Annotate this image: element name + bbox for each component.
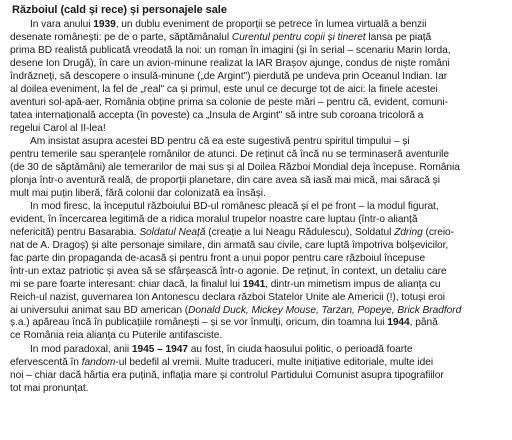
- text-run: (de 30 de săptămâni) ale temerarilor de mai sus și al Doilea Război Mondial deja începuse. România: [10, 161, 460, 173]
- text-run: În vara anului: [30, 19, 94, 30]
- text-run: ce România reia alianța cu Puterile antifasciste.: [10, 330, 223, 342]
- text-run: -ul bedefil al vremii. Multe traduceri, multe inițiative editoriale, multe idei: [115, 356, 434, 368]
- text-line: [10, 330, 506, 343]
- paragraph: [10, 19, 506, 135]
- text-line: [10, 136, 506, 149]
- text-run: evident, în încercarea legitimă de a ridica moralul trupelor noastre care luptau (într-o alianță: [10, 213, 418, 225]
- text-run: al doilea eveniment, la fel de „real" ca și primul, este unul ce decurge tot de aici: la finele acestei: [10, 83, 438, 95]
- text-line: [10, 97, 506, 110]
- text-run: Reich-ul nazist, guvernarea Ion Antonescu declara război Statelor Unite ale Americii (!), totuși eroi: [10, 291, 445, 303]
- bold-text: 1941: [242, 278, 266, 290]
- text-line: [10, 84, 506, 97]
- italic-text: Donald Duck, Mickey Mouse, Tarzan, Popeye, Brick Bradford: [188, 304, 462, 316]
- text-run: mult mai puțin liberă, fără colonii dar colonizată ea însăși.: [10, 187, 266, 199]
- text-run: desene Ion Drugă), în care un avion-minune realizat la IAR Brașov ajunge, condus de niște români: [10, 57, 450, 69]
- text-run: noi – chiar dacă hârtia era puțină, inflația mare și controlul Partidului Comunist asupra tipografiilor: [10, 369, 444, 381]
- bold-text: 1945 – 1947: [131, 344, 189, 355]
- text-run: nat de A. Dragoș) și alte personaje similare, din armată sau civile, care luptă împotriva bolșevicilor,: [10, 239, 449, 251]
- section-heading: Războiul (cald și rece) și personajele sale: [12, 4, 227, 16]
- text-line: [10, 45, 506, 58]
- text-run: tot mai pronunțat.: [10, 382, 89, 394]
- text-run: fac parte din propaganda de-acasă și pentru front a unui popor pentru care războiul începuse: [10, 252, 426, 264]
- text-line: [10, 227, 506, 240]
- text-run: efervescentă în: [10, 356, 82, 368]
- text-run: ș.a.) apăreau încă în publicațiile românești – și se vor înmulți, oricum, din toamna lui: [10, 317, 388, 329]
- text-line: [10, 19, 506, 32]
- text-line: [10, 71, 506, 84]
- text-run: prima BD realistă publicată vreodată la noi: un roman în imagini (și în serial – scenariu Marin Iorda,: [10, 44, 451, 56]
- text-run: lansa pe piață: [365, 31, 432, 43]
- paragraph: [10, 136, 506, 201]
- text-run: tatea internațională accepta (în poveste) ca „Insula de Argint" să intre sub coroana tricoloră a: [10, 109, 424, 121]
- text-line: [10, 201, 506, 214]
- text-line: [10, 240, 506, 253]
- text-line: [10, 357, 506, 370]
- italic-text: fandom: [81, 356, 116, 368]
- paragraph: [10, 344, 506, 396]
- text-line: [10, 266, 506, 279]
- bold-text: 1944: [387, 317, 410, 329]
- text-line: [10, 149, 506, 162]
- text-run: mi se pare foarte interesant: chiar dacă, la finalul lui: [10, 278, 243, 290]
- text-line: [10, 188, 506, 201]
- text-run: (creație a lui Neagu Rădulescu), Soldatul: [205, 226, 395, 238]
- text-line: [10, 110, 506, 123]
- text-run: aventuri sol-apă-aer, România obține prima sa colonie de peste mări – pentru că, evident, comuni-: [10, 96, 448, 108]
- text-line: [10, 58, 506, 71]
- text-line: [10, 32, 506, 45]
- text-run: pentru temerile sau speranțele românilor de atunci. De reținut că încă nu se terminaseră aventurile: [10, 148, 450, 160]
- text-run: ai universului animat sau BD american (: [10, 304, 189, 316]
- text-line: [10, 253, 506, 266]
- text-line: [10, 305, 506, 318]
- text-run: desenate românești: pe de o parte, săptămânalul: [10, 31, 232, 43]
- text-run: În mod firesc, la începutul războiului BD-ul românesc pleacă și el pe front – la modul figurat,: [30, 201, 439, 212]
- italic-text: Soldatul Neață: [139, 226, 206, 238]
- text-run: În mod paradoxal, anii: [30, 344, 132, 355]
- text-line: [10, 317, 506, 330]
- text-run: nefericită) pentru Basarabia.: [10, 226, 140, 238]
- text-line: [10, 214, 506, 227]
- text-run: regelui Carol al II-lea!: [10, 122, 106, 134]
- text-line: [10, 292, 506, 305]
- text-run: , dintr-un mimetism impus de alianța cu: [265, 278, 441, 290]
- bold-text: 1939: [93, 19, 116, 30]
- italic-text: Zdring: [394, 226, 423, 238]
- paragraph: [10, 201, 506, 343]
- text-line: [10, 279, 506, 292]
- text-line: [10, 370, 506, 383]
- text-run: plonja într-o aventură reală, de proporții planetare, din care avea să iasă mai mică, mai săracă și: [10, 174, 440, 186]
- text-run: , până: [409, 317, 438, 329]
- text-line: [10, 175, 506, 188]
- text-line: [10, 123, 506, 136]
- text-line: [10, 383, 506, 396]
- italic-text: Curentul pentru copii și tineret: [231, 31, 366, 43]
- text-run: într-un extaz patriotic și avea să se sfârșească într-o agonie. De reținut, în context, un detaliu care: [10, 265, 447, 277]
- text-run: Am insistat asupra acestei BD pentru că ea este sugestivă pentru spiritul timpului – și: [30, 136, 410, 147]
- text-line: [10, 162, 506, 175]
- text-run: (creio-: [422, 226, 455, 238]
- text-run: au fost, în ciuda haosului politic, o perioadă foarte: [188, 344, 413, 355]
- text-run: îndrăzneți, să descopere o insulă-minune („de Argint") pierdută pe undeva prin Oceanul Indian. Iar: [10, 70, 448, 82]
- text-line: [10, 344, 506, 357]
- text-run: , un dublu eveniment de proporții se petrece în lumea virtuală a benzii: [115, 19, 427, 30]
